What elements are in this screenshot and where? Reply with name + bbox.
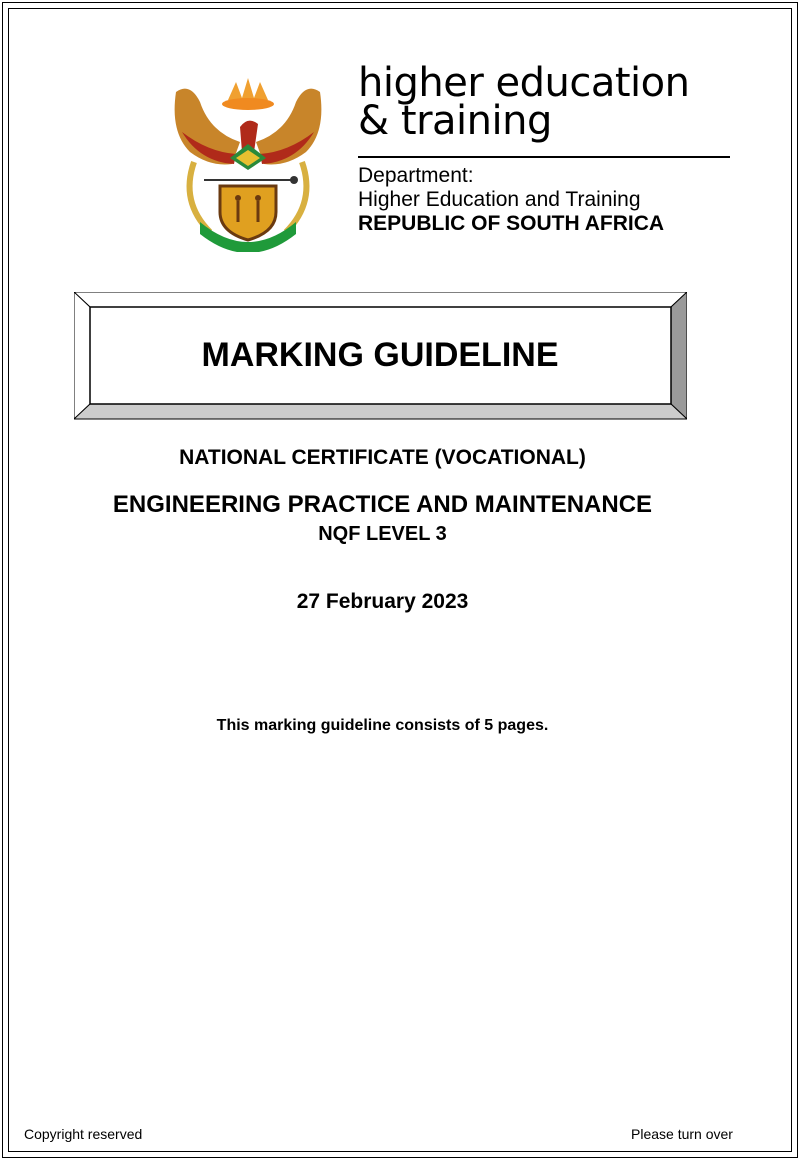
coat-of-arms-emblem xyxy=(170,72,326,252)
department-name: Higher Education and Training xyxy=(358,188,641,211)
department-brand xyxy=(358,60,690,144)
department-info xyxy=(358,164,664,236)
page-count-note: This marking guideline consists of 5 pages. xyxy=(216,717,549,734)
certificate-name: NATIONAL CERTIFICATE (VOCATIONAL) xyxy=(179,446,586,469)
nqf-level: NQF LEVEL 3 xyxy=(318,523,447,545)
footer-copyright: Copyright reserved xyxy=(24,1126,143,1142)
country-name: REPUBLIC OF SOUTH AFRICA xyxy=(358,212,665,235)
brand-line-2: & training xyxy=(358,98,552,144)
footer-turn-over: Please turn over xyxy=(631,1126,733,1142)
brand-divider xyxy=(358,156,730,158)
department-label: Department: xyxy=(358,164,474,187)
exam-date: 27 February 2023 xyxy=(296,590,469,613)
subject-name: ENGINEERING PRACTICE AND MAINTENANCE xyxy=(112,491,653,518)
document-title: MARKING GUIDELINE xyxy=(201,336,559,374)
brand-line-1: higher education xyxy=(358,60,690,106)
